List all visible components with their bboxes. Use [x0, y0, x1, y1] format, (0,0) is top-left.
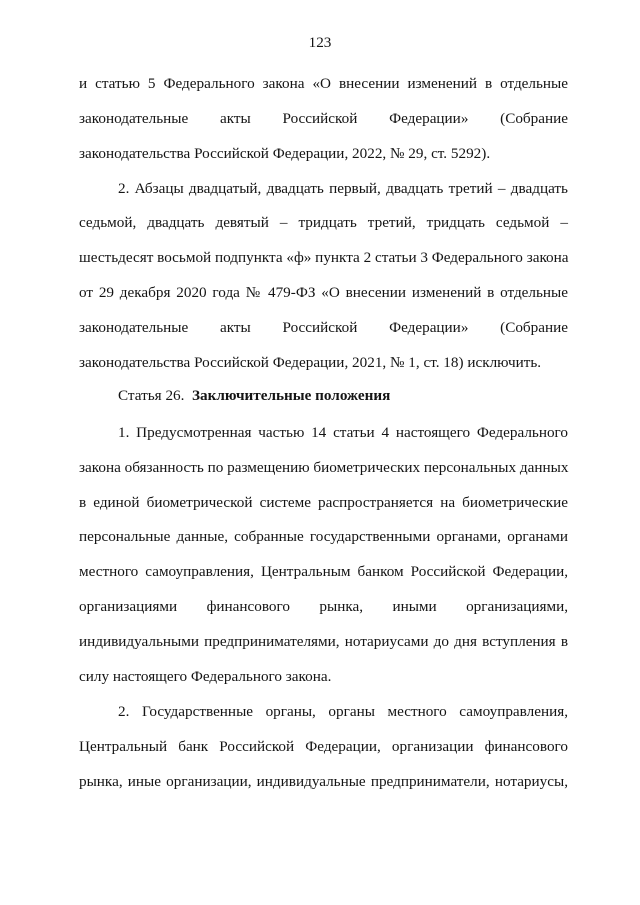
text-line: законодательства Российской Федерации, 2021, № 1, ст. 18) исключить. — [79, 354, 542, 371]
text-line: 2. Государственные органы, органы местного самоуправления, — [118, 703, 568, 720]
text-line: в единой биометрической системе распространяется на биометрические — [79, 494, 568, 511]
text-line: законодательные акты Российской Федерации» (Собрание — [79, 319, 568, 336]
text-line: шестьдесят восьмой подпункта «ф» пункта 2 статьи 3 Федерального закона — [79, 249, 569, 266]
article-title: Заключительные положения — [192, 387, 391, 404]
text-line: 2. Абзацы двадцатый, двадцать первый, двадцать третий – двадцать — [118, 180, 568, 197]
article-heading — [118, 386, 568, 406]
text-line: персональные данные, собранные государственными органами, органами — [79, 528, 568, 545]
text-line: организациями финансового рынка, иными организациями, — [79, 598, 568, 615]
text-line: закона обязанность по размещению биометрических персональных данных — [79, 459, 569, 476]
text-line: и статью 5 Федерального закона «О внесении изменений в отдельные — [79, 75, 568, 92]
text-line: законодательные акты Российской Федерации» (Собрание — [79, 110, 568, 127]
article-label: Статья 26. — [118, 387, 185, 404]
text-line: индивидуальными предпринимателями, нотариусами до дня вступления в — [79, 633, 568, 650]
text-line: рынка, иные организации, индивидуальные предприниматели, нотариусы, — [79, 773, 568, 790]
text-line: 1. Предусмотренная частью 14 статьи 4 настоящего Федерального — [118, 424, 568, 441]
text-line: законодательства Российской Федерации, 2022, № 29, ст. 5292). — [79, 145, 491, 162]
text-line: седьмой, двадцать девятый – тридцать третий, тридцать седьмой – — [79, 214, 568, 231]
text-line: местного самоуправления, Центральным банком Российской Федерации, — [79, 563, 568, 580]
text-line: силу настоящего Федерального закона. — [79, 668, 332, 685]
text-line: Центральный банк Российской Федерации, организации финансового — [79, 738, 568, 755]
text-line: от 29 декабря 2020 года № 479-ФЗ «О внесении изменений в отдельные — [79, 284, 568, 301]
page-number: 123 — [308, 34, 332, 51]
